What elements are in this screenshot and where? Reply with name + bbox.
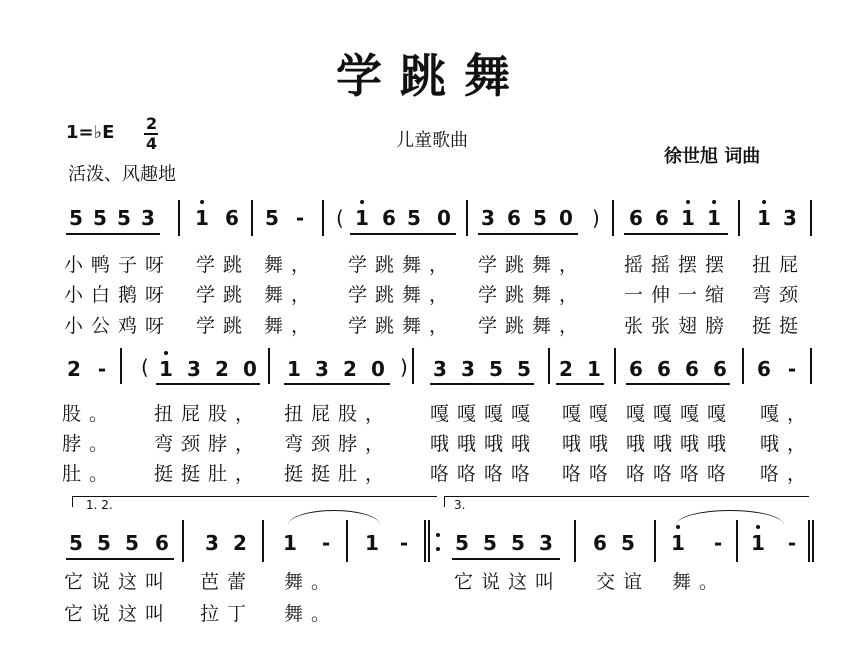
note [657, 359, 671, 379]
note [93, 208, 107, 228]
note [587, 359, 601, 379]
note [97, 533, 111, 553]
note-digit: - [295, 206, 305, 230]
lyric-word: 哦哦哦哦 [430, 433, 539, 455]
lyric-word: 一伸一缩 [624, 284, 733, 306]
note-digit: 2 [343, 357, 357, 381]
barline [178, 200, 180, 236]
barline [810, 200, 812, 236]
note [714, 533, 722, 553]
note-digit: 1 [365, 531, 379, 555]
octave-dot [712, 200, 716, 204]
volta-bracket-2 [444, 496, 809, 507]
note [751, 533, 765, 553]
lyric-word: 学跳舞， [348, 254, 457, 276]
time-signature-bottom: 4 [146, 134, 158, 153]
note-digit: 6 [629, 206, 643, 230]
note-digit: 5 [69, 206, 83, 230]
note [455, 533, 469, 553]
note-digit: 6 [713, 357, 727, 381]
note [517, 359, 531, 379]
note-digit: 3 [539, 531, 553, 555]
barline [262, 520, 264, 562]
note [283, 533, 297, 553]
lyric-word: 舞。 [672, 571, 727, 593]
barline [322, 200, 324, 236]
note [788, 533, 796, 553]
note-digit: 5 [407, 206, 421, 230]
time-signature-top: 2 [146, 114, 158, 133]
note-digit: 1 [707, 206, 721, 230]
note [707, 208, 721, 228]
barline [808, 520, 810, 562]
note-digit: 3 [481, 206, 495, 230]
repeat-dot [436, 533, 440, 537]
note-digit: - [321, 531, 331, 555]
lyric-word: 张张翅膀 [624, 315, 733, 337]
lyric-word: 学跳舞， [348, 315, 457, 337]
note-digit: 1 [355, 206, 369, 230]
volta-label-1: 1. 2. [86, 498, 113, 512]
barline [424, 520, 426, 562]
note [407, 208, 421, 228]
note-digit: 1 [287, 357, 301, 381]
tie-2 [676, 510, 784, 525]
barline [738, 200, 740, 236]
barline [574, 520, 576, 562]
lyric-word: 股。 [62, 403, 117, 425]
note [296, 208, 304, 228]
lyric-word: 脖。 [62, 433, 117, 455]
lyric-word: 学跳舞， [478, 315, 587, 337]
note-digit: 6 [655, 206, 669, 230]
note [461, 359, 475, 379]
note [287, 359, 301, 379]
lyric-word: 芭蕾 [200, 571, 255, 593]
tempo-marking: 活泼、风趣地 [68, 164, 176, 185]
barline [742, 348, 744, 384]
note-digit: 3 [187, 357, 201, 381]
note-digit: 3 [205, 531, 219, 555]
note [788, 359, 796, 379]
barline [612, 200, 614, 236]
barline [812, 520, 814, 562]
note [322, 533, 330, 553]
note-digit: 3 [315, 357, 329, 381]
lyric-word: 哦哦 [562, 433, 617, 455]
octave-dot [762, 200, 766, 204]
note-digit: 5 [489, 357, 503, 381]
note [67, 359, 81, 379]
beam-underline [156, 383, 260, 385]
note-digit: 5 [511, 531, 525, 555]
note-digit: 1 [757, 206, 771, 230]
lyric-word: 学跳舞， [478, 254, 587, 276]
lyric-word: 它说这叫 [64, 571, 173, 593]
note [671, 533, 685, 553]
barline [268, 348, 270, 384]
note [559, 208, 573, 228]
lyric-word: 它说这叫 [64, 603, 173, 625]
note [437, 208, 451, 228]
note [265, 208, 279, 228]
note [621, 533, 635, 553]
note-digit: 5 [621, 531, 635, 555]
note-digit: 5 [533, 206, 547, 230]
lyric-word: 嘎嘎嘎嘎 [430, 403, 539, 425]
note [159, 359, 173, 379]
lyric-word: 舞。 [284, 571, 339, 593]
note-digit: - [787, 357, 797, 381]
beam-underline [626, 383, 730, 385]
octave-dot [164, 351, 168, 355]
barline [466, 200, 468, 236]
note-digit: 2 [559, 357, 573, 381]
note [195, 208, 209, 228]
barline [736, 520, 738, 562]
note-digit: 2 [67, 357, 81, 381]
note-digit: 6 [757, 357, 771, 381]
note [155, 533, 169, 553]
octave-dot [360, 200, 364, 204]
note-digit: 6 [685, 357, 699, 381]
barline [548, 348, 550, 384]
note-digit: 6 [382, 206, 396, 230]
lyric-word: 扭屁 [752, 254, 807, 276]
note [69, 533, 83, 553]
barline [810, 348, 812, 384]
beam-underline [350, 233, 456, 235]
note [215, 359, 229, 379]
note [243, 359, 257, 379]
octave-dot [200, 200, 204, 204]
lyric-word: 挺挺 [752, 315, 807, 337]
lyric-word: 小公鸡呀 [64, 315, 173, 337]
note [233, 533, 247, 553]
lyric-word: 扭屁股， [284, 403, 393, 425]
note-digit: 1 [159, 357, 173, 381]
volta-bracket-1 [72, 496, 437, 507]
lyric-word: 弯颈脖， [284, 433, 393, 455]
note [69, 208, 83, 228]
lyric-word: 小鸭子呀 [64, 254, 173, 276]
note [355, 208, 369, 228]
lyric-word: 学跳舞， [478, 284, 587, 306]
lyric-word: 嘎， [760, 403, 815, 425]
paren-close-1: ) [592, 206, 600, 230]
note [533, 208, 547, 228]
lyric-word: 学跳 [196, 284, 251, 306]
author-credit: 徐世旭 词曲 [664, 146, 761, 167]
note [489, 359, 503, 379]
note-digit: 6 [155, 531, 169, 555]
note [593, 533, 607, 553]
lyric-word: 舞， [264, 254, 319, 276]
note-digit: 3 [141, 206, 155, 230]
note-digit: 1 [587, 357, 601, 381]
note [205, 533, 219, 553]
note-digit: - [97, 357, 107, 381]
note [125, 533, 139, 553]
note [141, 208, 155, 228]
lyric-word: 嘎嘎 [562, 403, 617, 425]
note-digit: 1 [283, 531, 297, 555]
note [713, 359, 727, 379]
note-digit: 2 [233, 531, 247, 555]
lyric-word: 挺挺肚， [154, 463, 263, 485]
note-digit: 1 [681, 206, 695, 230]
barline [346, 520, 348, 562]
note [371, 359, 385, 379]
page-title: 学跳舞 [336, 49, 528, 103]
note [681, 208, 695, 228]
note-digit: 5 [117, 206, 131, 230]
note-digit: 0 [371, 357, 385, 381]
note-digit: 6 [593, 531, 607, 555]
note-digit: 6 [657, 357, 671, 381]
note [757, 359, 771, 379]
note-digit: 1 [671, 531, 685, 555]
volta-label-2: 3. [454, 498, 466, 512]
barline [412, 348, 414, 384]
note [187, 359, 201, 379]
note-digit: 2 [215, 357, 229, 381]
lyric-word: 学跳 [196, 254, 251, 276]
genre-label: 儿童歌曲 [396, 130, 468, 151]
note-digit: 5 [455, 531, 469, 555]
lyric-word: 它说这叫 [454, 571, 563, 593]
barline [428, 520, 430, 562]
note [483, 533, 497, 553]
note-digit: - [713, 531, 723, 555]
note [511, 533, 525, 553]
lyric-word: 学跳 [196, 315, 251, 337]
key-signature: 1=♭E [66, 122, 115, 143]
lyric-word: 挺挺肚， [284, 463, 393, 485]
note [343, 359, 357, 379]
note [559, 359, 573, 379]
note [507, 208, 521, 228]
paren-open-1: ( [336, 206, 344, 230]
note-digit: 5 [265, 206, 279, 230]
paren-open-2: ( [141, 355, 149, 379]
lyric-word: 学跳舞， [348, 284, 457, 306]
note-digit: 5 [483, 531, 497, 555]
note-digit: 3 [783, 206, 797, 230]
note-digit: 5 [93, 206, 107, 230]
note-digit: - [399, 531, 409, 555]
note-digit: 5 [125, 531, 139, 555]
lyric-word: 咯咯咯咯 [626, 463, 735, 485]
note [225, 208, 239, 228]
lyric-word: 咯， [760, 463, 815, 485]
note-digit: 0 [243, 357, 257, 381]
note [433, 359, 447, 379]
beam-underline [452, 558, 560, 560]
lyric-word: 哦， [760, 433, 815, 455]
octave-dot [676, 525, 680, 529]
note [757, 208, 771, 228]
lyric-word: 摇摇摆摆 [624, 254, 733, 276]
note [539, 533, 553, 553]
lyric-word: 肚。 [62, 463, 117, 485]
note-digit: 1 [195, 206, 209, 230]
lyric-word: 舞， [264, 284, 319, 306]
lyric-word: 舞。 [284, 603, 339, 625]
note-digit: 5 [517, 357, 531, 381]
note-digit: 6 [629, 357, 643, 381]
barline [251, 200, 253, 236]
lyric-word: 扭屁股， [154, 403, 263, 425]
note [655, 208, 669, 228]
barline [614, 348, 616, 384]
note [98, 359, 106, 379]
barline [182, 520, 184, 562]
note [365, 533, 379, 553]
lyric-word: 咯咯 [562, 463, 617, 485]
note-digit: 5 [69, 531, 83, 555]
lyric-word: 咯咯咯咯 [430, 463, 539, 485]
lyric-word: 哦哦哦哦 [626, 433, 735, 455]
note-digit: 6 [507, 206, 521, 230]
lyric-word: 弯颈脖， [154, 433, 263, 455]
tie-1 [288, 510, 380, 525]
octave-dot [756, 525, 760, 529]
note-digit: 3 [433, 357, 447, 381]
beam-underline [66, 558, 174, 560]
barline [120, 348, 122, 384]
note [117, 208, 131, 228]
note-digit: - [787, 531, 797, 555]
beam-underline [478, 233, 578, 235]
lyric-word: 小白鹅呀 [64, 284, 173, 306]
note-digit: 0 [437, 206, 451, 230]
beam-underline [556, 383, 604, 385]
beam-underline [430, 383, 534, 385]
note [382, 208, 396, 228]
note-digit: 5 [97, 531, 111, 555]
note-digit: 1 [751, 531, 765, 555]
octave-dot [686, 200, 690, 204]
note-digit: 6 [225, 206, 239, 230]
paren-close-2: ) [400, 355, 408, 379]
note [315, 359, 329, 379]
beam-underline [624, 233, 728, 235]
note [783, 208, 797, 228]
repeat-dot [436, 547, 440, 551]
note [629, 208, 643, 228]
lyric-word: 拉丁 [200, 603, 255, 625]
note [400, 533, 408, 553]
barline [654, 520, 656, 562]
note-digit: 0 [559, 206, 573, 230]
note [481, 208, 495, 228]
beam-underline [66, 233, 160, 235]
beam-underline [284, 383, 390, 385]
note [685, 359, 699, 379]
lyric-word: 舞， [264, 315, 319, 337]
lyric-word: 交谊 [596, 571, 651, 593]
lyric-word: 嘎嘎嘎嘎 [626, 403, 735, 425]
note [629, 359, 643, 379]
lyric-word: 弯颈 [752, 284, 807, 306]
note-digit: 3 [461, 357, 475, 381]
